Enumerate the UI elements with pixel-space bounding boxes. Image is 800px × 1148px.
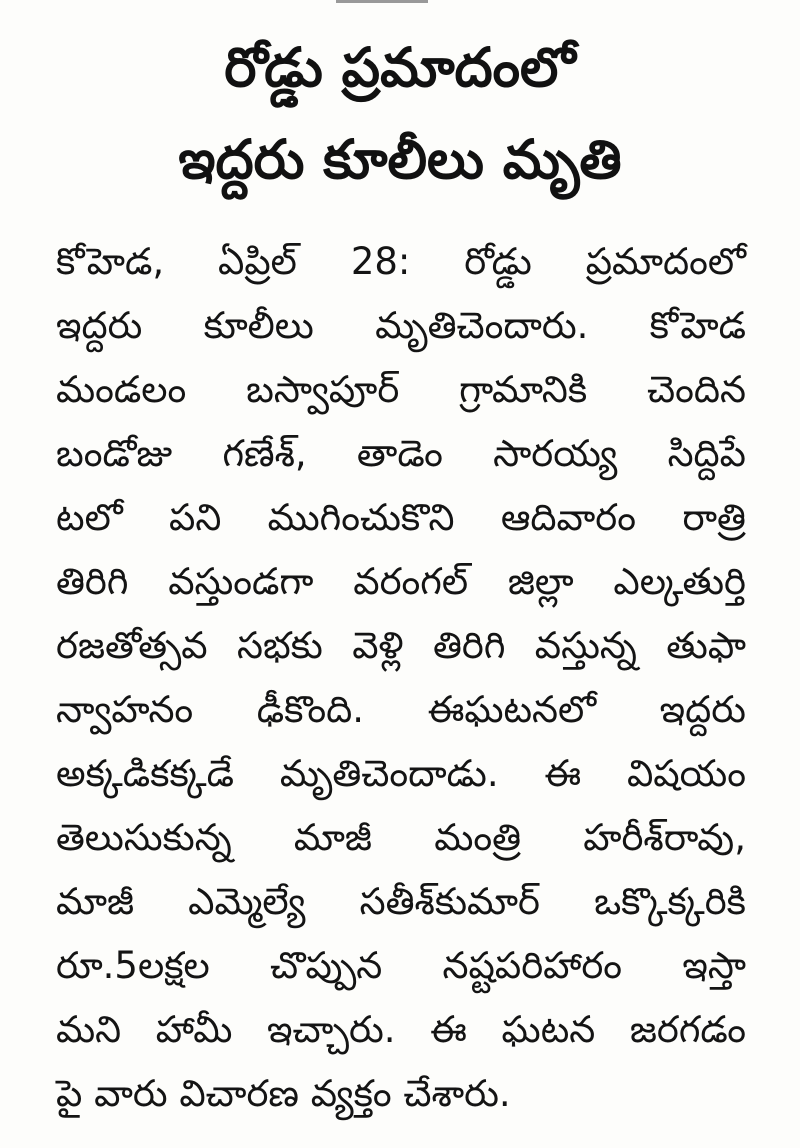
top-rule xyxy=(336,0,428,3)
body-line: కోహెడ, ఏప్రిల్ 28: రోడ్డు ప్రమాదంలో xyxy=(56,240,746,283)
body-line: మండలం బస్వాపూర్ గ్రామానికి చెందిన xyxy=(56,368,746,411)
body-line: ఇద్దరు కూలీలు మృతిచెందారు. కోహెడ xyxy=(56,304,746,347)
body-line: పై వారు విచారణ వ్యక్తం చేశారు. xyxy=(56,1072,511,1115)
article-body xyxy=(56,230,746,1126)
body-line: అక్కడికక్కడే మృతిచెందాడు. ఈ విషయం xyxy=(56,752,746,795)
headline-line-2: ఇద్దరు కూలీలు మృతి xyxy=(178,128,622,191)
body-line: రజతోత్సవ సభకు వెళ్లి తిరిగి వస్తున్న తుఫా xyxy=(56,624,746,667)
body-line: టలో పని ముగించుకొని ఆదివారం రాత్రి xyxy=(56,496,746,539)
body-line: తిరిగి వస్తుండగా వరంగల్ జిల్లా ఎల్కతుర్తి xyxy=(56,560,746,603)
body-line: తెలుసుకున్న మాజీ మంత్రి హరీశ్‌రావు, xyxy=(56,816,746,859)
body-line: మని హామీ ఇచ్చారు. ఈ ఘటన జరగడం xyxy=(56,1008,746,1051)
body-line: రూ.5లక్షల చొప్పున నష్టపరిహారం ఇస్తా xyxy=(56,944,746,987)
body-line: మాజీ ఎమ్మెల్యే సతీశ్‌కుమార్ ఒక్కొక్కరికి xyxy=(56,880,746,923)
headline-line-1: రోడ్డు ప్రమాదంలో xyxy=(224,36,576,99)
body-line: బండోజు గణేశ్, తాడెం సారయ్య సిద్దిపే xyxy=(56,432,746,475)
body-line: న్వాహనం ఢీకొంది. ఈఘటనలో ఇద్దరు xyxy=(56,688,746,731)
